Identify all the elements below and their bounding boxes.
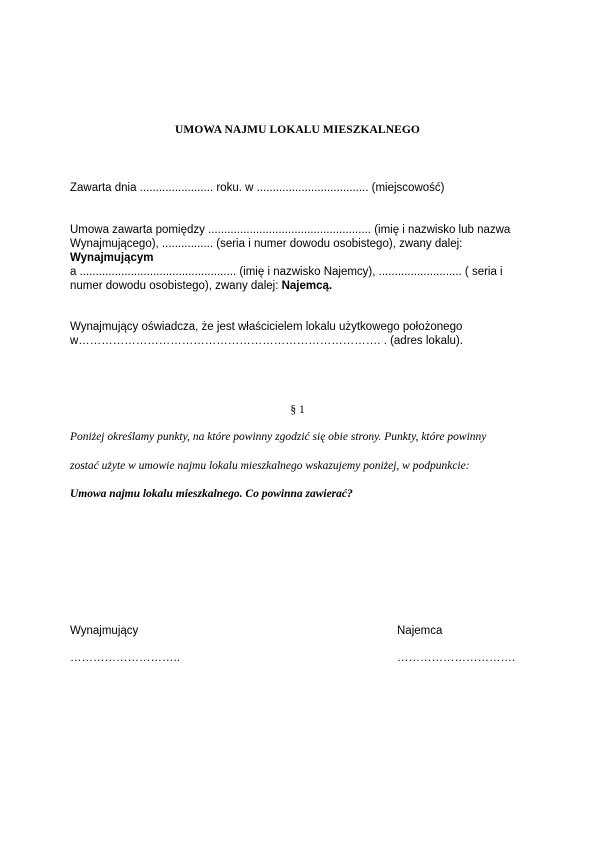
landlord-signature-line: ……………………….. xyxy=(70,652,180,664)
declaration-line-1: Wynajmujący oświadcza, że jest właścicielem lokalu użytkowego położonego xyxy=(70,321,463,333)
parties-line-2: Wynajmującego), ................ (seria i numer dowodu osobistego), zwany dalej: xyxy=(70,238,463,250)
section-heading: § 1 xyxy=(290,404,305,416)
tenant-signature-line: …………………………. xyxy=(397,652,516,664)
document-title: UMOWA NAJMU LOKALU MIESZKALNEGO xyxy=(175,124,420,136)
section-line-2: zostać użyte w umowie najmu lokalu mieszkalnego wskazujemy poniżej, w podpunkcie: xyxy=(70,460,470,472)
declaration-line-2: w……………………………………………………………………. . (adres lokalu). xyxy=(70,335,463,347)
section-line-3: Umowa najmu lokalu mieszkalnego. Co powinna zawierać? xyxy=(70,488,353,500)
parties-line-1: Umowa zawarta pomiędzy ................................................... (imię i nazwisko lub nazwa xyxy=(70,224,511,236)
tenant-signature-label: Najemca xyxy=(397,625,443,637)
landlord-label: Wynajmującym xyxy=(70,252,154,264)
parties-line-5 xyxy=(70,279,332,293)
section-line-1: Poniżej określamy punkty, na które powinny zgodzić się obie strony. Punkty, które powinny xyxy=(70,431,487,443)
parties-line-5-text: numer dowodu osobistego), zwany dalej: xyxy=(70,280,282,292)
place-date-line: Zawarta dnia ....................... roku. w ................................... (miejscowość) xyxy=(70,182,445,194)
parties-line-4: a ................................................. (imię i nazwisko Najemcy), .......................... ( seria i xyxy=(70,266,503,278)
landlord-signature-label: Wynajmujący xyxy=(70,625,139,637)
tenant-label: Najemcą. xyxy=(281,280,333,292)
